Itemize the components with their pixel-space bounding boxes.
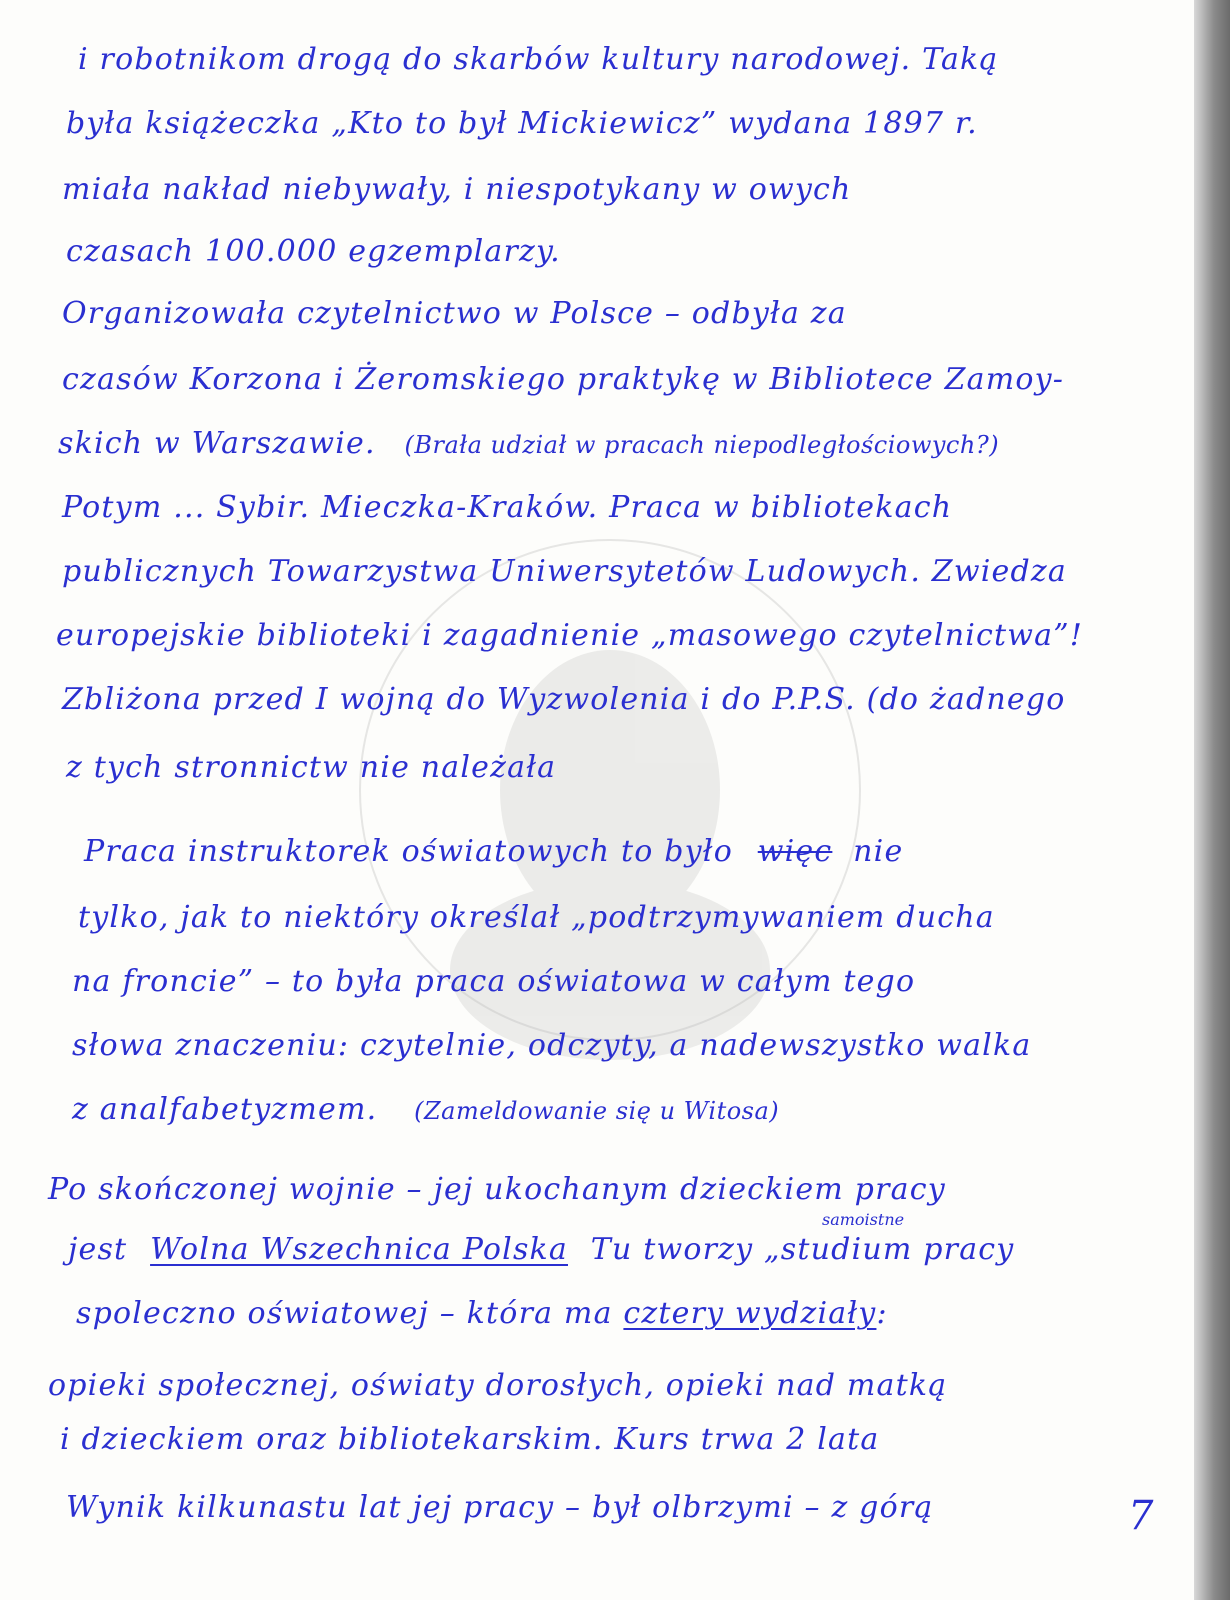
page-number: 7: [1128, 1493, 1154, 1539]
bracket-aside: (Brała udział w pracach niepodległościowych?): [404, 431, 1000, 459]
text-line-23: Wynik kilkunastu lat jej pracy – był olbrzymi – z górą: [66, 1490, 934, 1525]
crossed-word: więc: [757, 834, 833, 869]
text-line-15: na froncie” – to była praca oświatowa w całym tego: [72, 964, 916, 999]
text-line-20: [76, 1294, 888, 1334]
text-line-14: tylko, jak to niektóry określał „podtrzymywaniem ducha: [78, 900, 995, 935]
text-line-16: słowa znaczeniu: czytelnie, odczyty, a nadewszystko walka: [72, 1028, 1032, 1063]
text-line-12: z tych stronnictw nie należała: [66, 750, 557, 785]
above-word-samoistne: samoistne: [822, 1210, 905, 1229]
text-line-11: Zbliżona przed I wojną do Wyzwolenia i do P.P.S. (do żadnego: [62, 682, 1066, 717]
text-line-22: i dzieckiem oraz bibliotekarskim. Kurs trwa 2 lata: [60, 1422, 880, 1457]
text-line-6: czasów Korzona i Żeromskiego praktykę w Bibliotece Zamoy-: [62, 362, 1065, 397]
wwp-underlined: Wolna Wszechnica Polska: [150, 1232, 568, 1267]
witos-aside: (Zameldowanie się u Witosa): [414, 1097, 780, 1125]
text-line-19-main: jest: [68, 1232, 128, 1267]
text-line-13: [84, 832, 903, 872]
text-line-18: Po skończonej wojnie – jej ukochanym dzieckiem pracy: [48, 1172, 946, 1207]
cztery-tail: :: [876, 1296, 888, 1331]
text-line-4: czasach 100.000 egzemplarzy.: [66, 234, 561, 269]
text-line-19: [68, 1230, 1014, 1270]
text-line-9: publicznych Towarzystwa Uniwersytetów Ludowych. Zwiedza: [62, 554, 1067, 589]
text-line-17: [72, 1090, 779, 1131]
text-line-10: europejskie biblioteki i zagadnienie „masowego czytelnictwa”!: [56, 618, 1084, 653]
text-line-21: opieki społecznej, oświaty dorosłych, opieki nad matką: [48, 1368, 948, 1403]
text-line-8: Potym ... Sybir. Mieczka-Kraków. Praca w bibliotekach: [62, 490, 953, 525]
cztery-underlined: cztery wydziały: [623, 1296, 877, 1331]
text-line-3: miała nakład niebywały, i niespotykany w owych: [62, 172, 852, 207]
text-line-20-main: spoleczno oświatowej – która ma: [76, 1296, 624, 1331]
text-line-5: Organizowała czytelnictwo w Polsce – odbyła za: [62, 296, 847, 331]
text-line-1: i robotnikom drogą do skarbów kultury narodowej. Taką: [78, 42, 999, 77]
wwp-after: Tu tworzy „studium pracy: [590, 1232, 1015, 1267]
text-line-17-main: z analfabetyzmem.: [72, 1092, 378, 1127]
text-line-7: [58, 424, 999, 465]
text-line-13-main: Praca instruktorek oświatowych to było: [84, 834, 733, 869]
text-line-7-main: skich w Warszawie.: [58, 426, 376, 461]
text-line-2: była książeczka „Kto to był Mickiewicz” wydana 1897 r.: [66, 106, 978, 141]
after-crossed-word: nie: [853, 834, 904, 869]
scan-edge-shadow: [1194, 0, 1230, 1600]
